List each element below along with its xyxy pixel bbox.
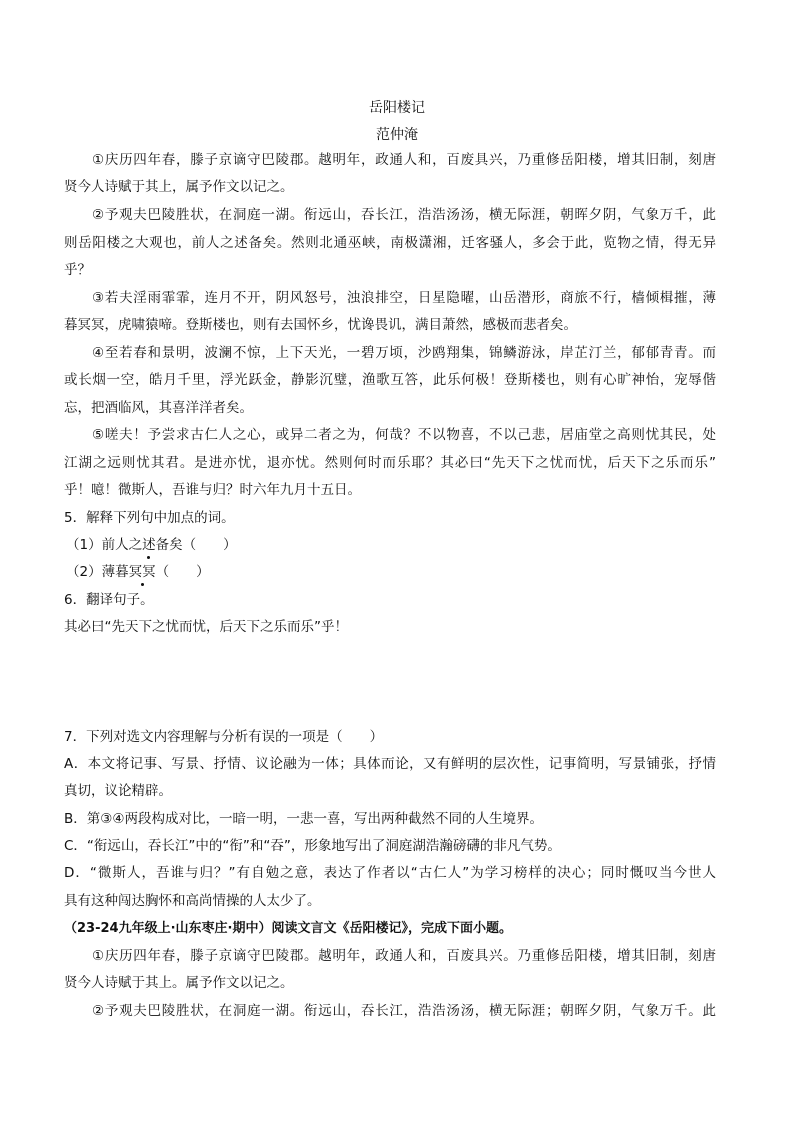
section-2-p1-line1: ①庆历四年春，滕子京谪守巴陵郡。越明年，政通人和，百废具兴。乃重修岳阳楼，增其旧制，刻唐 — [92, 948, 716, 964]
question-7-option-a-line2: 真切，议论精辟。 — [64, 783, 172, 799]
question-7-option-a-line1: A．本文将记事、写景、抒情、议论融为一体；具体而论，又有鲜明的层次性，记事简明，写景铺张，抒情 — [64, 756, 716, 772]
question-7-option-c: C．“衔远山，吞长江”中的“衔”和“吞”，形象地写出了洞庭湖浩瀚磅礴的非凡气势。 — [64, 838, 561, 854]
article-p5-line3: 乎！噫！微斯人，吾谁与归？时六年九月十五日。 — [64, 482, 361, 498]
article-p4-line2: 或长烟一空，皓月千里，浮光跃金，静影沉璧，渔歌互答，此乐何极！登斯楼也，则有心旷神怡，宠辱偕 — [64, 372, 716, 388]
question-6-sentence: 其必曰“先天下之忧而忧，后天下之乐而乐”乎！ — [64, 619, 348, 635]
question-6-stem: 6．翻译句子。 — [64, 592, 154, 608]
q5-item2-prefix: （2）薄暮 — [66, 564, 129, 580]
question-5-item-2 — [66, 563, 210, 581]
q5-item2-dotted-word: 冥冥 — [128, 564, 156, 580]
q5-item2-suffix: （ ） — [155, 564, 210, 580]
question-7-option-d-line2: 具有这种闯达胸怀和高尚情操的人太少了。 — [64, 893, 321, 909]
article-p1-line1: ①庆历四年春，滕子京谪守巴陵郡。越明年，政通人和，百废具兴，乃重修岳阳楼，增其旧制，刻唐 — [92, 152, 716, 168]
article-p5-line2: 江湖之远则忧其君。是进亦忧，退亦忧。然则何时而乐耶？其必曰“先天下之忧而忧，后天下之乐而乐” — [64, 455, 716, 471]
article-p4-line1: ④至若春和景明，波澜不惊，上下天光，一碧万顷，沙鸥翔集，锦鳞游泳，岸芷汀兰，郁郁青青。而 — [92, 345, 716, 361]
q5-item1-suffix: 备矣（ ） — [155, 537, 237, 553]
section-2-p2-line1: ②予观夫巴陵胜状，在洞庭一湖。衔远山，吞长江，浩浩汤汤，横无际涯；朝晖夕阴，气象万千。此 — [92, 1003, 716, 1019]
article-p4-line3: 忘，把酒临风，其喜洋洋者矣。 — [64, 400, 253, 416]
question-7-stem: 7．下列对选文内容理解与分析有误的一项是（ ） — [64, 729, 384, 745]
question-7-option-b: B．第③④两段构成对比，一暗一明，一悲一喜，写出两种截然不同的人生境界。 — [64, 811, 543, 827]
article-p2-line2: 则岳阳楼之大观也，前人之述备矣。然则北通巫峡，南极潇湘，迁客骚人，多会于此，览物之情，得无异 — [64, 235, 716, 251]
question-7-option-d-line1: D．“微斯人，吾谁与归？”有自勉之意，表达了作者以“古仁人”为学习榜样的决心；同时慨叹当今世人 — [64, 865, 716, 881]
section-2-heading: （23-24九年级上·山东枣庄·期中）阅读文言文《岳阳楼记》，完成下面小题。 — [64, 921, 512, 936]
question-5-stem: 5．解释下列句中加点的词。 — [64, 510, 235, 526]
question-5-item-1 — [66, 536, 237, 554]
article-p5-line1: ⑤嗟夫！予尝求古仁人之心，或异二者之为，何哉？不以物喜，不以己悲，居庙堂之高则忧其民，处 — [92, 427, 716, 443]
q5-item1-dotted-word: 述 — [142, 537, 156, 553]
q5-item1-prefix: （1）前人之 — [66, 537, 143, 553]
article-title: 岳阳楼记 — [369, 100, 425, 116]
article-p2-line1: ②予观夫巴陵胜状，在洞庭一湖。衔远山，吞长江，浩浩汤汤，横无际涯，朝晖夕阴，气象万千，此 — [92, 207, 716, 223]
article-p2-line3: 乎？ — [64, 262, 91, 278]
article-p3-line2: 暮冥冥，虎啸猿啼。登斯楼也，则有去国怀乡，忧谗畏讥，满目萧然，感极而悲者矣。 — [64, 317, 577, 333]
section-2-p1-line2: 贤今人诗赋于其上。属予作文以记之。 — [64, 975, 294, 991]
article-p1-line2: 贤今人诗赋于其上，属予作文以记之。 — [64, 179, 294, 195]
article-author: 范仲淹 — [376, 127, 418, 143]
article-p3-line1: ③若夫淫雨霏霏，连月不开，阴风怒号，浊浪排空，日星隐曜，山岳潜形，商旅不行，樯倾楫摧，薄 — [92, 290, 716, 306]
